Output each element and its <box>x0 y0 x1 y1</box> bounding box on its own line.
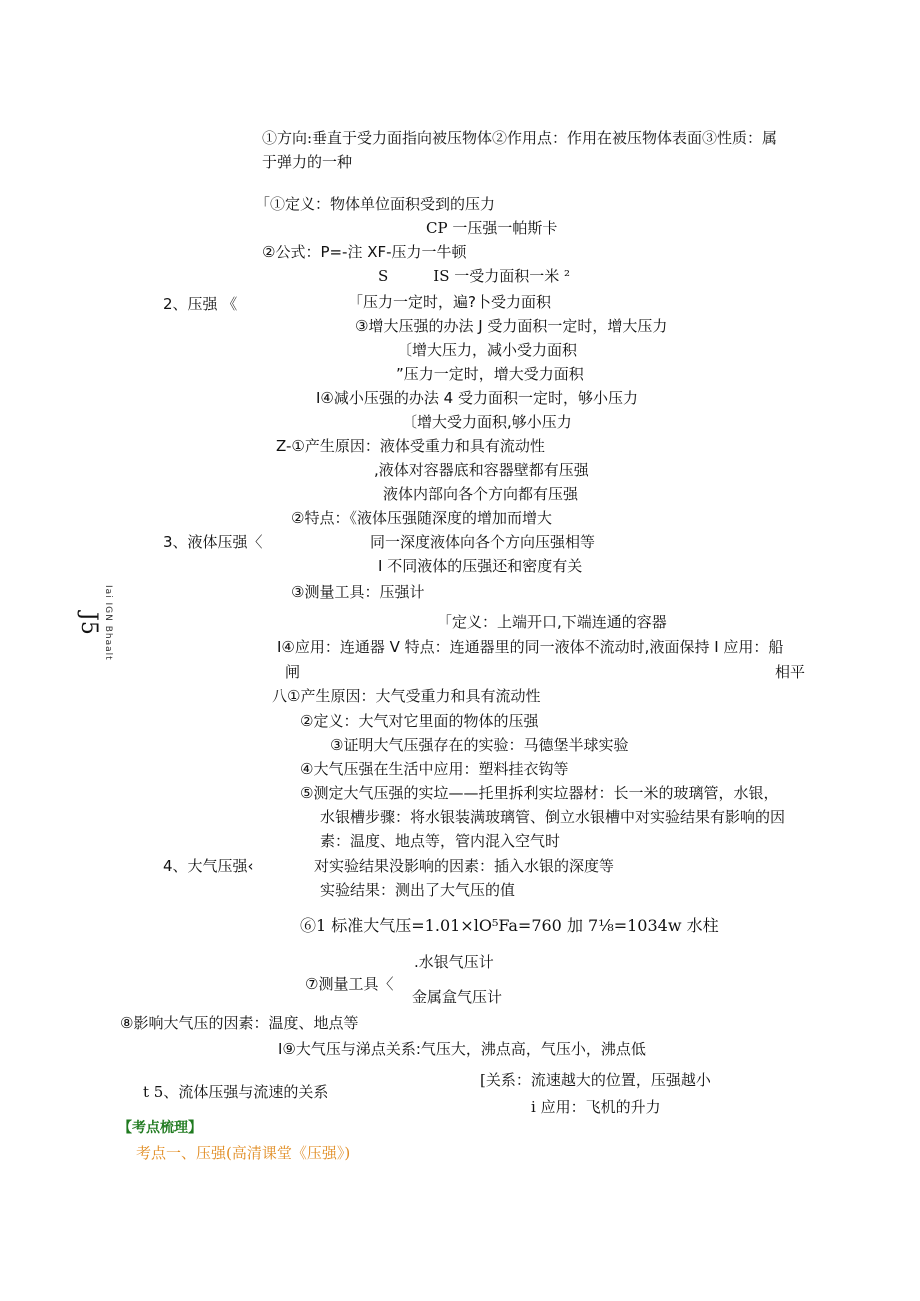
pressure-increase-1: 「压力一定时，遍?卜受力面积 <box>348 293 551 311</box>
pressure-title: 2、压强 《 <box>163 295 238 313</box>
atmo-measure-3: 素：温度、地点等，管内混入空气时 <box>320 832 561 850</box>
atmo-definition: ②定义：大气对它里面的物体的压强 <box>300 712 539 730</box>
liquid-feature-4: I 不同液体的压强还和密度有关 <box>378 557 583 575</box>
liquid-feature: ②特点：《液体压强随深度的增加而增大 <box>291 509 552 527</box>
pressure-formula: ②公式：P=-注 XF-压力一牛顿 <box>262 243 467 261</box>
pressure-decrease-3: 〔增大受力面积,够小压力 <box>402 413 572 431</box>
connector-application-left: 闸 <box>285 663 301 681</box>
atmo-boil: I⑨大气压与涕点关系:气压大，沸点高，气压小，沸点低 <box>278 1040 646 1058</box>
atmo-tool: ⑦测量工具〈 <box>305 975 394 993</box>
section-heading: 【考点梳理】 <box>118 1120 202 1136</box>
atmo-measure-1: ⑤测定大气压强的实垃——托里拆利实垃器材：长一米的玻璃管，水银， <box>300 784 779 802</box>
atmo-no-effect: 对实验结果没影响的因素：插入水银的深度等 <box>314 857 615 875</box>
connector-definition: 「定义：上端开口,下端连通的容器 <box>437 613 667 631</box>
atmo-result: 实验结果：测出了大气压的值 <box>320 881 516 899</box>
atmo-tool-b: 金属盒气压计 <box>412 988 503 1006</box>
pressure-increase-3: 〔增大压力，减小受力面积 <box>397 341 578 359</box>
atmo-measure-2: 水银槽步骤：将水银装满玻璃管、倒立水银槽中对实验结果有影响的因 <box>320 808 786 826</box>
liquid-feature-2: 液体内部向各个方向都有压强 <box>383 485 579 503</box>
flow-application: i 应用：飞机的升力 <box>531 1098 661 1116</box>
liquid-cause: Z-①产生原因：液体受重力和具有流动性 <box>276 437 545 455</box>
force-line-1: ①方向:垂直于受力面指向被压物体②作用点：作用在被压物体表面③性质：属 <box>262 129 778 147</box>
atmo-tool-a: .水银气压计 <box>414 953 494 971</box>
flow-title: t 5、流体压强与流速的关系 <box>143 1083 329 1101</box>
pressure-unit: CP 一压强一帕斯卡 <box>426 219 558 237</box>
section-subheading: 考点一、压强(高清课堂《压强》) <box>136 1144 351 1162</box>
atmo-factor: ⑧影响大气压的因素：温度、地点等 <box>120 1014 359 1032</box>
liquid-tool: ③测量工具：压强计 <box>291 583 425 601</box>
side-thin-text: Iai IGN Bhaalt <box>103 585 113 661</box>
pressure-formula-2: S IS 一受力面积一米 ² <box>378 267 571 285</box>
liquid-feature-3: 同一深度液体向各个方向压强相等 <box>370 533 596 551</box>
pressure-decrease-2: I④减小压强的办法 4 受力面积一定时，够小压力 <box>316 389 638 407</box>
liquid-feature-1: ,液体对容器底和容器壁都有压强 <box>374 461 589 479</box>
side-mark: J5 <box>76 612 101 635</box>
force-line-2: 于弹力的一种 <box>262 153 353 171</box>
pressure-definition: 「①定义：物体单位面积受到的压力 <box>255 195 496 213</box>
liquid-title: 3、液体压强〈 <box>163 533 263 551</box>
connector-application: I④应用：连通器 V 特点：连通器里的同一液体不流动时,液面保持 I 应用：船 <box>277 638 784 656</box>
connector-application-right: 相平 <box>775 663 806 681</box>
atmo-proof: ③证明大气压强存在的实验：马德堡半球实验 <box>330 736 629 754</box>
atmo-cause: 八①产生原因：大气受重力和具有流动性 <box>272 687 541 705</box>
pressure-increase-2: ③增大压强的办法 J 受力面积一定时，增大压力 <box>355 317 668 335</box>
flow-relation: [关系：流速越大的位置，压强越小 <box>480 1071 711 1089</box>
pressure-decrease-1: ”压力一定时，增大受力面积 <box>396 365 584 383</box>
atmo-title: 4、大气压强‹ <box>163 857 254 875</box>
atmo-standard: ⑥1 标准大气压=1.01×lO⁵Fa=760 加 7⅛=1034w 水柱 <box>300 916 719 935</box>
atmo-use: ④大气压强在生活中应用：塑料挂衣钩等 <box>300 760 569 778</box>
